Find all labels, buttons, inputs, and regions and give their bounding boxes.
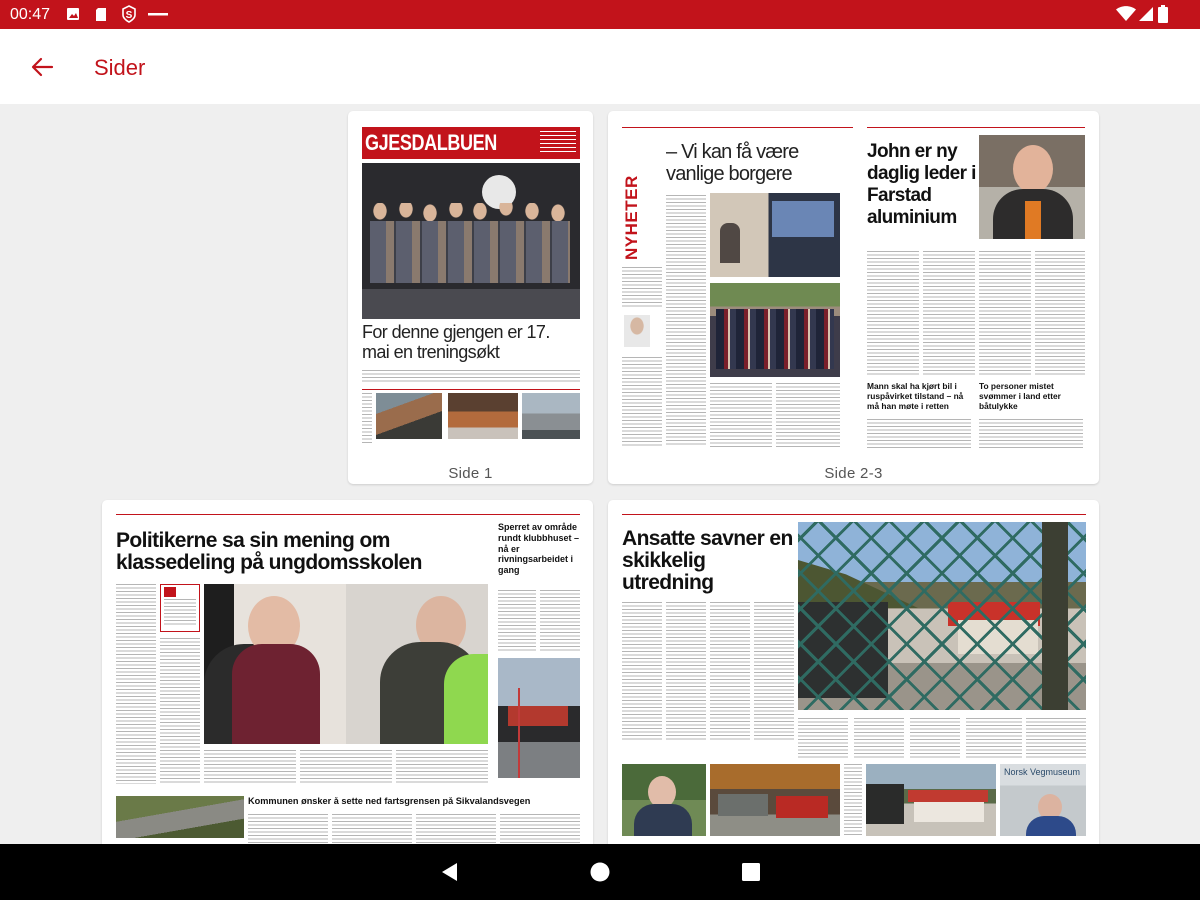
status-time: 00:47 bbox=[10, 6, 51, 23]
page-card-side-2-3[interactable] bbox=[608, 111, 1099, 484]
portrait-photo bbox=[979, 135, 1085, 239]
photo-notification-icon bbox=[66, 7, 80, 21]
small-photo-2 bbox=[448, 393, 518, 439]
masthead-info bbox=[540, 131, 576, 155]
museum-sign: Norsk Vegmuseum bbox=[1004, 767, 1081, 777]
building-photo bbox=[498, 658, 580, 778]
minus-notification-icon bbox=[148, 13, 168, 16]
signal-icon bbox=[1138, 6, 1154, 22]
nav-home-icon[interactable] bbox=[588, 860, 612, 884]
nav-recents-icon[interactable] bbox=[739, 860, 763, 884]
spread-headline: Politikerne sa sin mening om klassedeling på ungdomsskolen bbox=[116, 529, 422, 575]
museum-sign-photo bbox=[1000, 764, 1086, 836]
headline-left: – Vi kan få være vanlige borgere bbox=[666, 141, 799, 185]
page-thumbnail-spread bbox=[622, 514, 1086, 844]
page-card-side-4-5[interactable] bbox=[102, 500, 593, 844]
portrait-small bbox=[624, 315, 650, 347]
garage-photo bbox=[710, 764, 840, 836]
spread-headline: Ansatte savner en skikkelig utredning bbox=[622, 527, 793, 595]
page-card-side-6-7[interactable] bbox=[608, 500, 1099, 844]
status-bar bbox=[0, 0, 1200, 29]
app-notification-icon bbox=[121, 5, 137, 23]
man-photo bbox=[622, 764, 706, 836]
red-roof-photo bbox=[866, 764, 996, 836]
arrow-back-icon[interactable] bbox=[24, 49, 60, 85]
sub-headline-right: To personer mistet svømmer i land etter båtulykke bbox=[979, 381, 1061, 412]
front-headline: For denne gjengen er 17. mai en treningsøkt bbox=[362, 322, 550, 362]
small-photo-1 bbox=[376, 393, 442, 439]
road-photo bbox=[116, 796, 244, 838]
quote-box bbox=[160, 584, 200, 632]
wifi-icon bbox=[1116, 6, 1136, 22]
page-thumbnail-right bbox=[867, 127, 1085, 452]
sd-card-icon bbox=[94, 7, 108, 22]
page-thumbnail-left bbox=[622, 127, 853, 452]
page-thumbnail bbox=[362, 127, 580, 447]
navigation-bar bbox=[0, 844, 1200, 900]
front-lead-text bbox=[362, 370, 580, 382]
section-label: NYHETER bbox=[622, 175, 641, 260]
page-card-side-1[interactable] bbox=[348, 111, 593, 484]
small-photo-3 bbox=[522, 393, 580, 439]
parade-photo bbox=[710, 283, 840, 377]
headline-right: John er ny daglig leder i Farstad aluminium bbox=[867, 141, 976, 228]
fence-photo bbox=[798, 522, 1086, 710]
svg-text:S: S bbox=[125, 10, 133, 21]
side-headline: Sperret av område rundt klubbhuset – nå er rivningsarbeidet i gang bbox=[498, 522, 579, 576]
pages-grid bbox=[0, 104, 1200, 844]
page-title: Sider bbox=[94, 55, 146, 80]
battery-icon bbox=[1158, 5, 1168, 23]
video-meeting-photo bbox=[710, 193, 840, 277]
politicians-photo bbox=[204, 584, 488, 744]
divider bbox=[362, 389, 580, 390]
nav-back-icon[interactable] bbox=[438, 860, 462, 884]
page-thumbnail-spread bbox=[116, 514, 580, 844]
bottom-headline: Kommunen ønsker å sette ned fartsgrensen på Sikvalandsvegen bbox=[248, 797, 531, 806]
page-label: Side 2-3 bbox=[824, 465, 883, 482]
group-photo bbox=[362, 163, 580, 319]
sub-headline-left: Mann skal ha kjørt bil i ruspåvirket tilstand – nå må han møte i retten bbox=[867, 381, 964, 412]
masthead: GJESDALBUEN bbox=[365, 130, 497, 155]
app-bar bbox=[0, 29, 1200, 104]
page-label: Side 1 bbox=[448, 465, 493, 482]
